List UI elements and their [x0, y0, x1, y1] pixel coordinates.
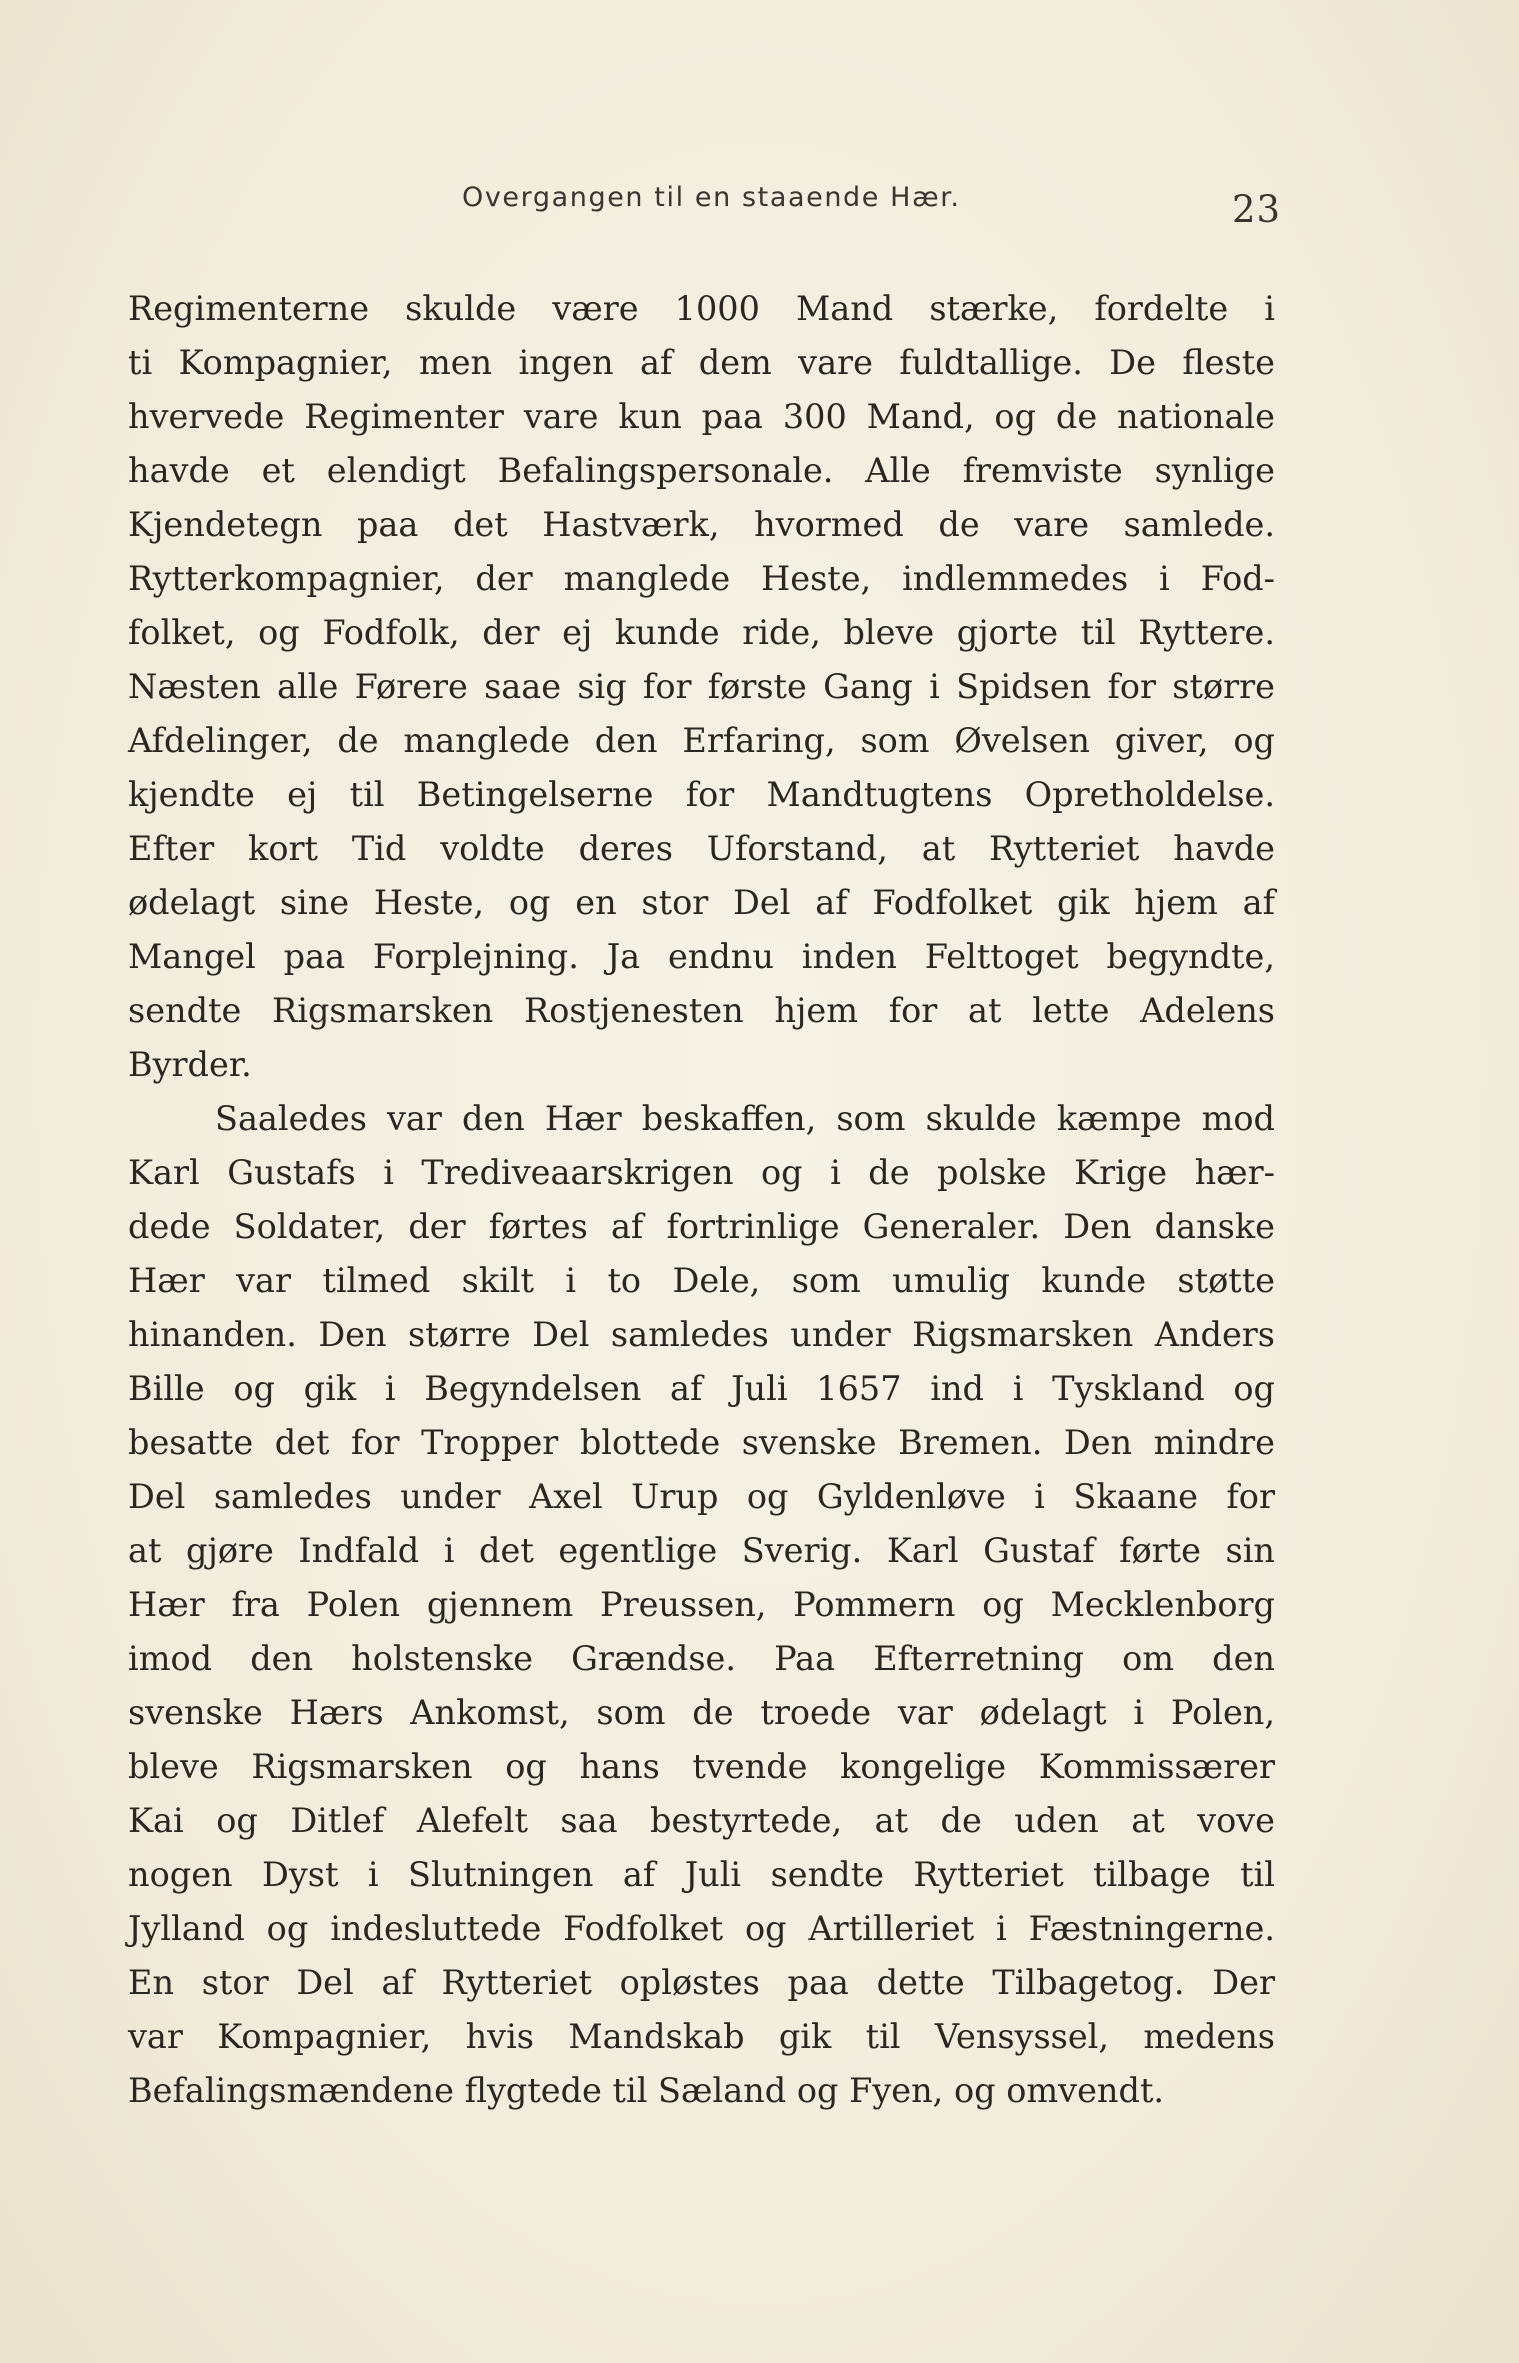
text-line: var Kompagnier, hvis Mandskab gik til Vensyssel, medens — [128, 2017, 1275, 2056]
text-line: bleve Rigsmarsken og hans tvende kongelige Kommissærer — [128, 1747, 1275, 1786]
running-head-title: Overgangen til en staaende Hær. — [462, 182, 961, 213]
text-line: ti Kompagnier, men ingen af dem vare fuldtallige. De fleste — [128, 343, 1275, 382]
text-line: En stor Del af Rytteriet opløstes paa dette Tilbagetog. Der — [128, 1963, 1275, 2002]
text-line: hinanden. Den større Del samledes under Rigsmarsken Anders — [128, 1315, 1275, 1354]
text-line: havde et elendigt Befalingspersonale. Alle fremviste synlige — [128, 451, 1275, 490]
text-line: nogen Dyst i Slutningen af Juli sendte Rytteriet tilbage til — [128, 1855, 1275, 1894]
text-line: folket, og Fodfolk, der ej kunde ride, bleve gjorte til Ryttere. — [128, 613, 1275, 652]
text-line: sendte Rigsmarsken Rostjenesten hjem for at lette Adelens — [128, 991, 1275, 1030]
text-line: ødelagt sine Heste, og en stor Del af Fodfolket gik hjem af — [128, 883, 1275, 922]
text-line: Befalingsmændene flygtede til Sæland og Fyen, og omvendt. — [128, 2071, 1165, 2110]
text-line: Næsten alle Førere saae sig for første Gang i Spidsen for større — [128, 667, 1275, 706]
text-line: Bille og gik i Begyndelsen af Juli 1657 ind i Tyskland og — [128, 1369, 1275, 1408]
text-line: hvervede Regimenter vare kun paa 300 Mand, og de nationale — [128, 397, 1275, 436]
text-line: Kai og Ditlef Alefelt saa bestyrtede, at de uden at vove — [128, 1801, 1275, 1840]
page-number: 23 — [1232, 188, 1282, 231]
text-line: at gjøre Indfald i det egentlige Sverig. Karl Gustaf førte sin — [128, 1531, 1275, 1570]
text-line: Byrder. — [128, 1045, 252, 1084]
text-line: Saaledes var den Hær beskaffen, som skulde kæmpe mod — [215, 1099, 1275, 1138]
text-line: dede Soldater, der førtes af fortrinlige Generaler. Den danske — [128, 1207, 1275, 1246]
text-line: svenske Hærs Ankomst, som de troede var ødelagt i Polen, — [128, 1693, 1275, 1732]
text-line: Hær fra Polen gjennem Preussen, Pommern og Mecklenborg — [128, 1585, 1275, 1624]
text-line: Kjendetegn paa det Hastværk, hvormed de vare samlede. — [128, 505, 1275, 544]
text-line: Karl Gustafs i Trediveaarskrigen og i de polske Krige hær- — [128, 1153, 1275, 1192]
text-line: besatte det for Tropper blottede svenske Bremen. Den mindre — [128, 1423, 1275, 1462]
text-line: Regimenterne skulde være 1000 Mand stærke, fordelte i — [128, 289, 1275, 328]
text-line: Mangel paa Forplejning. Ja endnu inden Felttoget begyndte, — [128, 937, 1275, 976]
text-line: Hær var tilmed skilt i to Dele, som umulig kunde støtte — [128, 1261, 1275, 1300]
text-line: Afdelinger, de manglede den Erfaring, som Øvelsen giver, og — [128, 721, 1275, 760]
text-line: Del samledes under Axel Urup og Gyldenløve i Skaane for — [128, 1477, 1275, 1516]
text-line: Rytterkompagnier, der manglede Heste, indlemmedes i Fod- — [128, 559, 1275, 598]
text-line: Efter kort Tid voldte deres Uforstand, at Rytteriet havde — [128, 829, 1275, 868]
text-line: kjendte ej til Betingelserne for Mandtugtens Opretholdelse. — [128, 775, 1275, 814]
text-line: Jylland og indesluttede Fodfolket og Artilleriet i Fæstningerne. — [128, 1909, 1275, 1948]
text-line: imod den holstenske Grændse. Paa Efterretning om den — [128, 1639, 1275, 1678]
